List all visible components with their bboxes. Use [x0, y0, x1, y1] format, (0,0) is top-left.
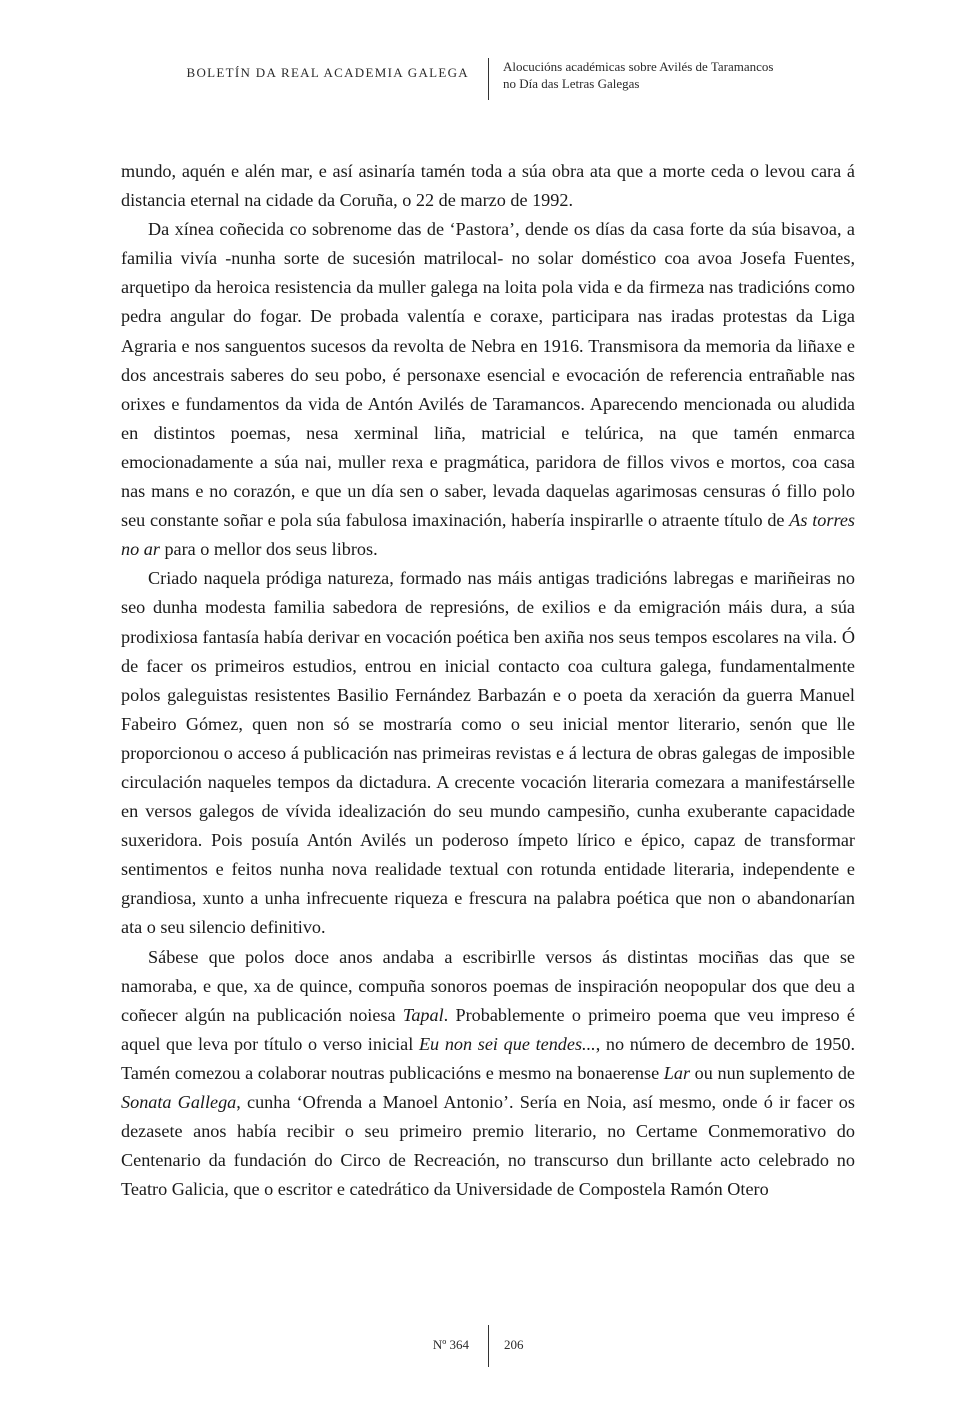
running-header [0, 58, 975, 102]
paragraph-4-text-5: , cunha ‘Ofrenda a Manoel Antonio’. Sería en Noia, así mesmo, onde ó ir facer os dezasete anos había recibir o seu primeiro premio literario, no Certame Conmemorativo do Centenario da fundación do Circo de Recreación, no transcurso dun brillante acto celebrado no Teatro Galicia, que o escritor e catedrático da Universidade de Compostela Ramón Otero [121, 1092, 855, 1200]
issue-number: Nº 364 [432, 1337, 469, 1352]
book-title-as-torres-no-ar: As torres no ar [121, 510, 856, 560]
paragraph-4-text-2: . Probablemente o primeiro poema que veu impreso é aquel que leva por título o verso inicial [121, 1004, 855, 1054]
paragraph-4-text-4: ou nun suplemento de [690, 1062, 855, 1083]
paragraph-3-text: Criado naquela pródiga natureza, formado nas máis antigas tradicións labregas e mariñeiras no seo dunha modesta familia sabedora de represións, de exilios e da emigración máis dura, a súa prodixiosa fantasía había derivar en vocación poética ben axiña nos seus tempos escolares na vila. Ó de facer os primeiros estudios, entrou en inicial contacto coa cultura galega, fundamentalmente polos galeguistas resistentes Basilio Fernández Barbazán e o poeta da xeración da guerra Manuel Fabeiro Gómez, quen non só se mostraría como o seu inicial mentor literario, senón que lle proporcionou o acceso á publicación nas primeiras revistas e á lectura de obras galegas de imposible circulación naqueles tempos da dictadura. A crecente vocación literaria comezara a manifestárselle en versos galegos de vívida idealización do seu mundo campesiño, cunha exuberante capacidade suxeridora. Pois posuía Antón Avilés un poderoso ímpeto lírico e épico, capaz de transformar sentimentos e feitos nunha nova realidade textual con rotunda entidade literaria, independente e grandiosa, xunto a unha infrecuente riqueza e frescura na palabra poética que non o abandonarían ata o seu silencio definitivo. [121, 568, 855, 938]
paragraph-2-text: Da xínea coñecida co sobrenome das de ‘Pastora’, dende os días da casa forte da súa bisavoa, a familia vivía -nunha sorte de sucesión matrilocal- no solar doméstico coa avoa Josefa Fuentes, arquetipo da heroica resistencia da muller galega na loita pola vida e da firmeza nas tradicións como pedra angular do fogar. De probada valentía e coraxe, participara nas iradas protestas da Liga Agraria e nos sanguentos sucesos da revolta de Nebra en 1916. Transmisora da memoria da liñaxe e dos ancestrais saberes do seu pobo, é personaxe esencial e evocación de referencia entrañable nas orixes e fundamentos da vida de Antón Avilés de Taramancos. Aparecendo mencionada ou aludida en distintos poemas, nesa xerminal liña, matricial e telúrica, na que tamén enmarca emocionadamente a súa nai, muller rexa e pragmática, paridora de fillos vivos e mortos, coa casa nas mans e no corazón, e que un día sen o saber, levada daquelas agarimosas censuras ó fillo polo seu constante soñar e pola súa fabulosa imaxinación, habería inspirarlle o atraente título de [121, 219, 855, 531]
publication-sonata-gallega: Sonata Gallega [121, 1092, 237, 1112]
paragraph-1 [121, 157, 855, 215]
paragraph-4-text: Sábese que polos doce anos andaba a escribirlle versos ás distintas mociñas das que se namoraba, e que, xa de quince, compuña sonoros poemas de inspiración neopopular dos que deu a coñecer algún na publicación noiesa [121, 946, 855, 1025]
article-title-line-1: Alocucións académicas sobre Avilés de Taramancos [503, 59, 774, 74]
journal-title: BOLETÍN DA REAL ACADEMIA GALEGA [186, 65, 469, 80]
publication-tapal: Tapal [402, 1004, 444, 1025]
paragraph-3 [121, 564, 855, 942]
footer-divider [488, 1325, 489, 1367]
body-text [121, 157, 855, 1204]
header-divider [488, 58, 489, 100]
page-number: 206 [504, 1337, 524, 1352]
poem-title-eu-non-sei: Eu non sei que tendes... [418, 1033, 596, 1054]
article-title [503, 58, 773, 92]
article-title-line-2: no Día das Letras Galegas [503, 76, 640, 91]
paragraph-2-text-end: para o mellor dos seus libros. [159, 539, 378, 560]
running-footer [0, 1325, 975, 1369]
paragraph-4-text-3: , no número de decembro de 1950. Tamén comezou a colaborar noutras publicacións e mesmo na bonaerense [121, 1033, 856, 1083]
paragraph-4 [121, 943, 855, 1205]
paragraph-2 [121, 215, 855, 564]
publication-lar: Lar [663, 1062, 691, 1083]
paragraph-1-text: mundo, aquén e alén mar, e así asinaría tamén toda a súa obra ata que a morte ceda o levou cara á distancia eternal na cidade da Coruña, o 22 de marzo de 1992. [121, 161, 855, 211]
